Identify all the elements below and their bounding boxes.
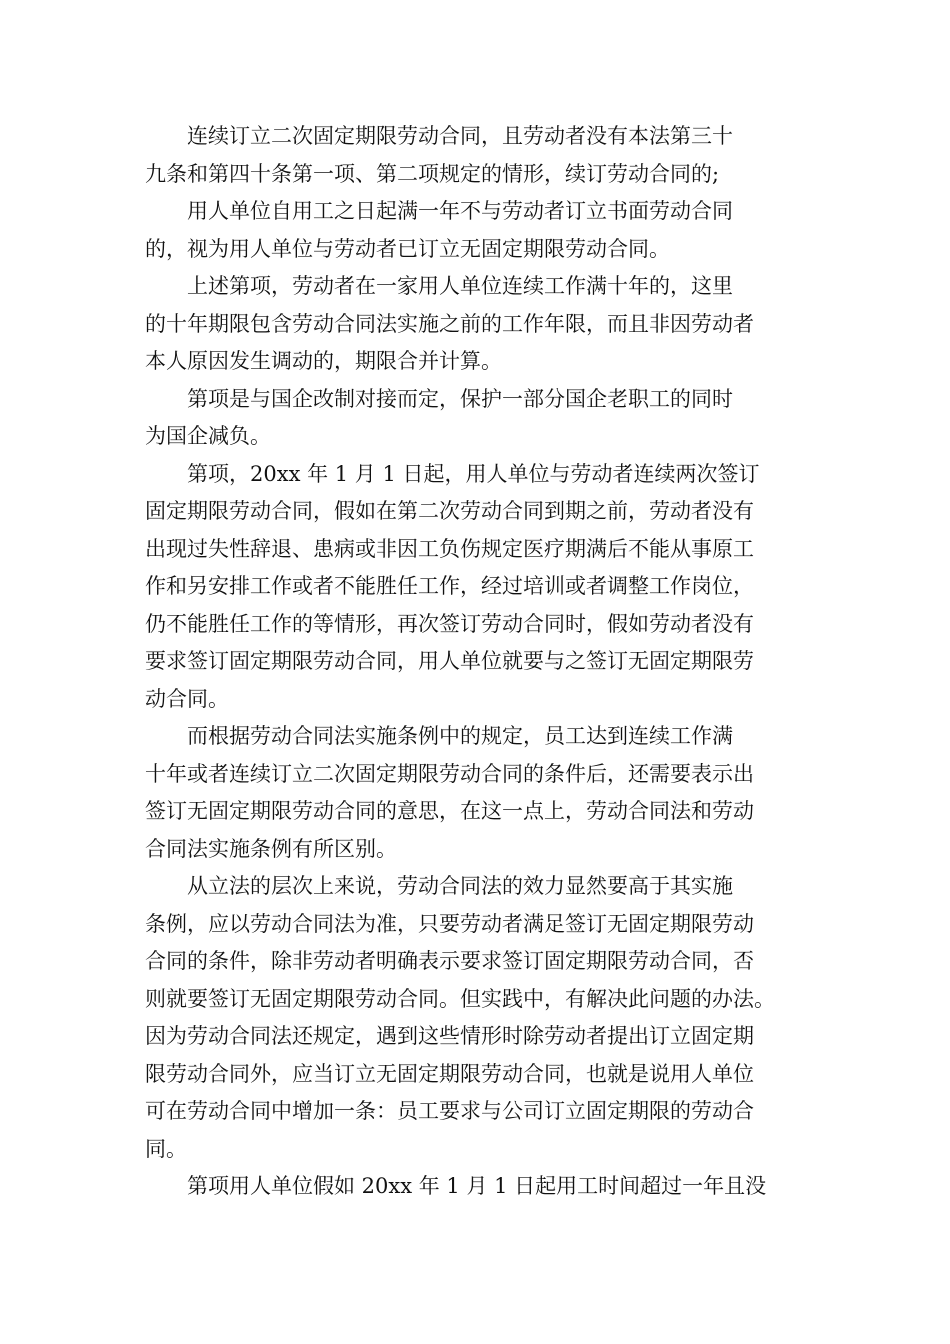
text-line: 九条和第四十条第一项、第二项规定的情形，续订劳动合同的; (145, 161, 720, 186)
text-line: 上述第项，劳动者在一家用人单位连续工作满十年的，这里 (187, 274, 733, 298)
text-line: 仍不能胜任工作的等情形，再次签订劳动合同时，假如劳动者没有 (145, 611, 754, 636)
text-line: 连续订立二次固定期限劳动合同，且劳动者没有本法第三十 (187, 124, 733, 148)
text-line: 而根据劳动合同法实施条例中的规定，员工达到连续工作满 (187, 724, 733, 748)
text-line: 合同的条件，除非劳动者明确表示要求签订固定期限劳动合同，否 (145, 949, 754, 973)
text-line: 本人原因发生调动的，期限合并计算。 (145, 349, 502, 373)
text-line: 固定期限劳动合同，假如在第二次劳动合同到期之前，劳动者没有 (145, 499, 754, 523)
text-line: 的，视为用人单位与劳动者已订立无固定期限劳动合同。 (145, 236, 670, 261)
text-line: 为国企减负。 (145, 424, 271, 448)
text-line: 出现过失性辞退、患病或非因工负伤规定医疗期满后不能从事原工 (145, 536, 754, 561)
text-line: 同。 (145, 1136, 187, 1161)
document-body (145, 118, 805, 1206)
text-line: 则就要签订无固定期限劳动合同。但实践中，有解决此问题的办法。 (145, 986, 775, 1011)
text-line: 第项用人单位假如 20xx 年 1 月 1 日起用工时间超过一年且没 (187, 1174, 767, 1198)
text-line: 限劳动合同外，应当订立无固定期限劳动合同，也就是说用人单位 (145, 1061, 754, 1086)
text-line: 的十年期限包含劳动合同法实施之前的工作年限，而且非因劳动者 (145, 311, 754, 336)
text-line: 动合同。 (145, 686, 229, 711)
text-line: 十年或者连续订立二次固定期限劳动合同的条件后，还需要表示出 (145, 761, 754, 786)
text-line: 第项，20xx 年 1 月 1 日起，用人单位与劳动者连续两次签订 (187, 461, 760, 486)
text-line: 要求签订固定期限劳动合同，用人单位就要与之签订无固定期限劳 (145, 649, 754, 673)
paragraph (145, 193, 805, 268)
text-line: 合同法实施条例有所区别。 (145, 836, 397, 861)
paragraph (145, 381, 805, 456)
paragraph (145, 868, 805, 1168)
text-line: 可在劳动合同中增加一条：员工要求与公司订立固定期限的劳动合 (145, 1099, 754, 1123)
paragraph (145, 718, 805, 868)
paragraph (145, 1168, 805, 1206)
text-line: 作和另安排工作或者不能胜任工作，经过培训或者调整工作岗位， (145, 574, 754, 598)
text-line: 第项是与国企改制对接而定，保护一部分国企老职工的同时 (187, 386, 733, 411)
text-line: 因为劳动合同法还规定，遇到这些情形时除劳动者提出订立固定期 (145, 1024, 754, 1048)
paragraph (145, 268, 805, 381)
text-line: 从立法的层次上来说，劳动合同法的效力显然要高于其实施 (187, 874, 733, 898)
text-line: 签订无固定期限劳动合同的意思，在这一点上，劳动合同法和劳动 (145, 799, 754, 823)
text-line: 用人单位自用工之日起满一年不与劳动者订立书面劳动合同 (187, 199, 733, 223)
text-line: 条例，应以劳动合同法为准，只要劳动者满足签订无固定期限劳动 (145, 911, 754, 936)
paragraph (145, 456, 805, 719)
paragraph (145, 118, 805, 193)
